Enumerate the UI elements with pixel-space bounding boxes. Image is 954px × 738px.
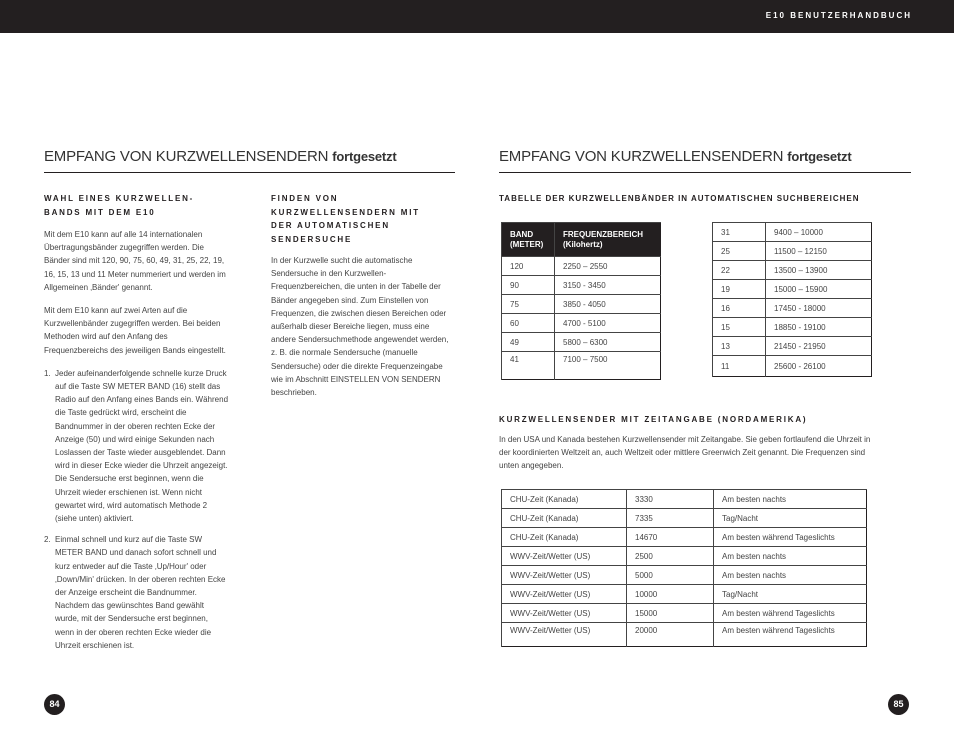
station-name: WWV-Zeit/Wetter (US) [502,585,627,604]
left-col2-para: In der Kurzwelle sucht die automatische Sendersuche in den Kurzwellen-Frequenzbereichen, die unten in der Tabelle der Bänder angegeben sind. Zum Einstellen von Frequenzen, die zwischen diesen Bereichen oder außerhalb dieser Bereiche liegen, muss eine andere Sendersuchmethode angewendet werden, z. B. die normale Sendersuche (manuelle Sendersuche) oder die direkte Frequenzeingabe wie im Abschnitt EINSTELLEN VON SENDERN beschrieben. [271,256,449,398]
time-stations-para: In den USA und Kanada bestehen Kurzwellensender mit Zeitangabe. Sie geben fortlaufend die Uhrzeit in der koordinierten Weltzeit an, auch Weltzeit oder mittlere Greenwich Zeit genannt. Die Frequenzen sind unten angegeben. [499,435,871,471]
band-meter: 41 [502,352,555,380]
table-row [713,318,872,337]
station-reception: Am besten während Tageslichts [714,604,867,623]
band-meter: 25 [713,242,766,261]
time-stations-table [501,489,867,647]
band-frequency: 3850 - 4050 [555,295,661,314]
bands-header-freq: FREQUENZBEREICH (Kilohertz) [555,223,661,257]
band-meter: 19 [713,280,766,299]
table-row [502,623,867,647]
right-title-rule [499,172,911,173]
station-reception: Am besten nachts [714,490,867,509]
right-title-cont: fortgesetzt [787,149,852,164]
band-frequency: 21450 - 21950 [766,337,872,356]
station-reception: Tag/Nacht [714,509,867,528]
table-row [502,314,661,333]
table-row [502,585,867,604]
band-meter: 15 [713,318,766,337]
table-row [713,356,872,377]
band-frequency: 17450 - 18000 [766,299,872,318]
list-item [44,367,228,525]
station-reception: Am besten nachts [714,566,867,585]
table-row [502,490,867,509]
station-frequency: 3330 [627,490,714,509]
station-reception: Am besten während Tageslichts [714,528,867,547]
left-col1-para2: Mit dem E10 kann auf zwei Arten auf die Kurzwellenbänder zugegriffen werden. Bei beiden Methoden wird auf den Anfang des Frequenzbereichs des jeweiligen Bands eingestellt. [44,306,226,355]
left-section-title [44,148,396,165]
station-reception: Tag/Nacht [714,585,867,604]
station-frequency: 20000 [627,623,714,647]
table-row [502,604,867,623]
station-reception: Am besten nachts [714,547,867,566]
time-stations-intro [499,433,871,483]
bands-table-right [712,222,872,377]
station-frequency: 5000 [627,566,714,585]
step-number: 2. [44,535,51,545]
band-frequency: 15000 – 15900 [766,280,872,299]
table-row [713,261,872,280]
band-frequency: 13500 – 13900 [766,261,872,280]
table-row [502,333,661,352]
table-row [502,547,867,566]
left-col1-body [44,228,228,660]
station-name: WWV-Zeit/Wetter (US) [502,547,627,566]
station-name: WWV-Zeit/Wetter (US) [502,604,627,623]
left-col2-body [271,254,455,409]
left-col1-heading: WAHL EINES KURZWELLEN-BANDS MIT DEM E10 [44,194,195,217]
table-row [502,509,867,528]
right-title-main: EMPFANG VON KURZWELLENSENDERN [499,148,784,165]
manual-title: E10 BENUTZERHANDBUCH [765,11,912,20]
band-meter: 75 [502,295,555,314]
left-col2-heading: FINDEN VON KURZWELLENSENDERN MIT DER AUTOMATISCHEN SENDERSUCHE [271,194,420,244]
band-meter: 49 [502,333,555,352]
band-meter: 16 [713,299,766,318]
band-meter: 120 [502,257,555,276]
band-meter: 31 [713,223,766,242]
station-reception: Am besten während Tageslichts [714,623,867,647]
table-row [713,280,872,299]
band-meter: 13 [713,337,766,356]
left-title-main: EMPFANG VON KURZWELLENSENDERN [44,148,329,165]
band-frequency: 9400 – 10000 [766,223,872,242]
band-frequency: 4700 - 5100 [555,314,661,333]
station-frequency: 14670 [627,528,714,547]
step-number: 1. [44,368,51,378]
band-frequency: 5800 – 6300 [555,333,661,352]
table-row [713,223,872,242]
bands-table-left [501,222,661,380]
bands-table-heading: TABELLE DER KURZWELLENBÄNDER IN AUTOMATISCHEN SUCHBEREICHEN [499,194,860,203]
left-col1-steps [44,367,228,652]
time-stations-heading: KURZWELLENSENDER MIT ZEITANGABE (NORDAMERIKA) [499,415,808,424]
table-row [713,242,872,261]
station-name: CHU-Zeit (Kanada) [502,528,627,547]
station-frequency: 7335 [627,509,714,528]
table-row [502,566,867,585]
band-frequency: 2250 – 2550 [555,257,661,276]
table-row [502,257,661,276]
left-title-cont: fortgesetzt [332,149,397,164]
station-frequency: 15000 [627,604,714,623]
band-frequency: 18850 - 19100 [766,318,872,337]
right-section-title [499,148,851,165]
list-item [44,533,228,652]
table-row [502,528,867,547]
station-name: WWV-Zeit/Wetter (US) [502,623,627,647]
page-number-left: 84 [44,694,65,715]
station-name: WWV-Zeit/Wetter (US) [502,566,627,585]
left-col1-para1: Mit dem E10 kann auf alle 14 internationalen Übertragungsbänder zugegriffen werden. Die Bänder sind mit 120, 90, 75, 60, 49, 31, 25, 22, 19, 16, 15, 13 und 11 Meter nummeriert und werden im Allgemeinen ‚Bänder' genannt. [44,230,226,292]
band-meter: 22 [713,261,766,280]
station-frequency: 2500 [627,547,714,566]
table-row [502,276,661,295]
band-meter: 11 [713,356,766,377]
header-bar [0,0,954,33]
station-frequency: 10000 [627,585,714,604]
band-frequency: 25600 - 26100 [766,356,872,377]
table-row [713,299,872,318]
station-name: CHU-Zeit (Kanada) [502,490,627,509]
table-row [713,337,872,356]
page-number-right: 85 [888,694,909,715]
band-frequency: 3150 - 3450 [555,276,661,295]
table-row [502,295,661,314]
station-name: CHU-Zeit (Kanada) [502,509,627,528]
step-text: Jeder aufeinanderfolgende schnelle kurze Druck auf die Taste SW METER BAND (16) stellt das Radio auf den Anfang eines Bands ein. Während die Taste gedrückt wird, erscheint die Bandnummer in der oberen rechten Ecke der Anzeige (50) und wird einige Sekunden nach Loslassen der Taste wieder ausgeblendet. Dann wird in dieser Ecke wieder die Uhrzeit angezeigt. Die Sendersuche erst beginnen, wenn die Uhrzeit wieder erschienen ist. Wenn nicht gewartet wird, wird automatisch Methode 2 (siehe unten) aktiviert. [55,368,229,524]
band-frequency: 7100 – 7500 [555,352,661,380]
left-title-rule [44,172,455,173]
table-row [502,352,661,380]
band-frequency: 11500 – 12150 [766,242,872,261]
band-meter: 90 [502,276,555,295]
bands-header-band: BAND (METER) [502,223,555,257]
band-meter: 60 [502,314,555,333]
step-text: Einmal schnell und kurz auf die Taste SW METER BAND und danach sofort schnell und kurz entweder auf die Taste ‚Up/Hour' oder ‚Down/Min' drücken. In der oberen rechten Ecke der Anzeige erscheint die Bandnummer. Nachdem das gewünschtes Band gewählt wurde, mit der Sendersuche erst beginnen, wenn in der oberen rechten Ecke wieder die Uhrzeit erschienen ist. [55,535,226,650]
